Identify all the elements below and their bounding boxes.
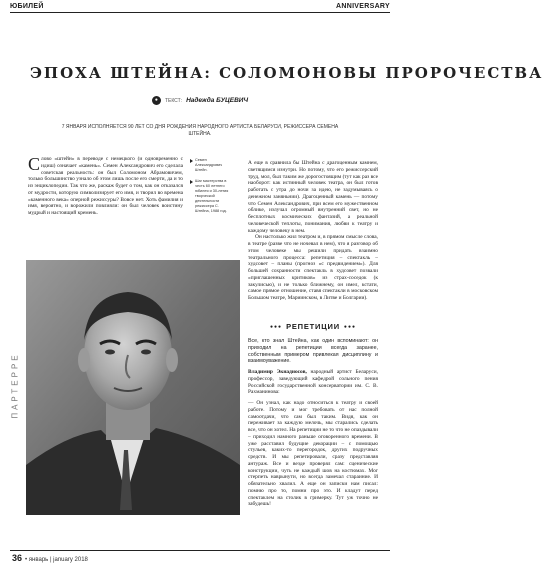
caption-2 bbox=[190, 179, 230, 214]
section-heading-text: РЕПЕТИЦИИ bbox=[286, 322, 340, 331]
caption-pointer-icon bbox=[190, 180, 193, 184]
header-rule bbox=[10, 12, 390, 13]
caption-1-text: Семен Александрович Штейн. bbox=[195, 158, 223, 172]
caption-pointer-icon bbox=[190, 159, 193, 163]
footer-rule bbox=[10, 550, 390, 551]
right-paragraph-1: А еще в сравнила бы Штейна с драгоценным камнем, светящимся изнутри. Но потому, что его режиссерский труд, мол, был таким же дорогостоящим (тут как раз все наоборот: как истинный человек театра, он был готов работать с утра до ночи за идею, не задумываясь о денежном заняньнии). Драгоценный камень — потому что Семен Александрович, при всем его мужественном облике, излучал огромный внутренний свет, но не бесплотных космических фантазий, а реальной человеческой теплоты, понимания, любви к театру и каждому человеку в нем. bbox=[248, 160, 378, 234]
heading-dots-right: ●●● bbox=[343, 323, 356, 330]
right-column-bottom bbox=[248, 338, 378, 508]
camera-icon: ● bbox=[152, 96, 161, 105]
author-name: Надежда БУЦЕВИЧ bbox=[186, 97, 249, 104]
right-paragraph-2: Он настолько жил театром и, в прямом смысле слова, в театре (разве что не ночевал в нем), что я разговор об этом человеке мы решили придать взаимно театрального процесса: репетиция – спектакль – худсовет – планы (прогноз «с предвидением»). Для большей сохранности спектакль в худсовет позвали «приглашенных критиков» из страх-соседок (к закулисью), и не только ближнему, он имел, кстати, самое прямое отношение, ставя спектакли в московском Большом театре, Мариинском, в Литве и Болгарии). bbox=[248, 234, 378, 301]
heading-dots-left: ●●● bbox=[270, 323, 283, 330]
page-number: 36 bbox=[12, 553, 23, 563]
quote-text: — Он узнал, как надо относиться к театру и своей работе. Потому и мог требовать от нас полной самоотдачи, что сам был таким. Видя, как он переживает за каждую мелочь, мы старались сделать все, что он хотел. На репетиции не то что не опаздывали – приходил намного раньше оговоренного времени. В уже расставил будущие декорации – с помощью стульев, каких-то перегородок, других подручных средств. И мы репетировали, сразу представляя антураж. Все и везде проверял сам: сценические конструкции, чуть не каждый шов на костюмах. Мог стерпеть наврынути, но всегда замечал стараиние. И обязательно хвалил. А еще он записки нам писал: помню про то, помни про это. И кладут перед спектаклем на столик в гримерку. Тут уж точно не забудешь! bbox=[248, 400, 378, 508]
quote-speaker-bio: народный артист Беларуси, профессор, заведующий кафедрой сольного пения Российской государственной консерватории им. С. В. Рахманинова: bbox=[248, 369, 378, 396]
side-section-text: ПАРТЕРРЕ bbox=[10, 351, 20, 419]
portrait-illustration bbox=[26, 260, 240, 515]
rubric-right: ANNIVERSARY bbox=[336, 3, 390, 10]
rubric-left: ЮБИЛЕЙ bbox=[10, 3, 44, 10]
quote-attribution bbox=[248, 369, 378, 396]
right-column-top bbox=[248, 160, 378, 302]
article-lead: 7 ЯНВАРЯ ИСПОЛНЯЕТСЯ 90 ЛЕТ СО ДНЯ РОЖДЕНИЯ НАРОДНОГО АРТИСТА БЕЛАРУСИ, РЕЖИССЕРА СЕМЕНА ШТЕЙНА. bbox=[61, 124, 339, 137]
caption-1 bbox=[190, 158, 230, 173]
page-header bbox=[0, 0, 400, 14]
side-section-label bbox=[9, 300, 21, 470]
issue-date-text: январь | january 2018 bbox=[28, 557, 88, 563]
intro-column bbox=[28, 156, 183, 217]
page-footer bbox=[12, 553, 88, 563]
author-label: ТЕКСТ: bbox=[164, 97, 183, 104]
photo-captions bbox=[190, 158, 230, 220]
article-title: ЭПОХА ШТЕЙНА: СОЛОМОНОВЫ ПРОРОЧЕСТВА bbox=[30, 64, 543, 82]
repetitions-intro: Все, кто знал Штейна, как один вспоминают: он приходил на репетиции всегда заранее, собственным примером привлекая дисциплину и взаимоуважение. bbox=[248, 338, 378, 365]
quote-speaker: Владимир Экнадиосов, bbox=[248, 369, 307, 375]
portrait-photo bbox=[26, 260, 240, 515]
issue-date: • январь | january 2018 bbox=[25, 557, 88, 563]
caption-2-text: Шаг мастерства в честь 60 летнего юбилея и 30-летия творческой деятельности режиссера С. Штейна, 1988 год. bbox=[195, 179, 229, 213]
section-heading-repetitions bbox=[248, 322, 378, 331]
intro-text: лово «штейн» в переводе с немецкого (и одновременно с идиш) означает «камень». Семен Александрович его сделала советская реальность: он был Соломоном Абрамовичем, только большинство узнало об этом лишь после его смерти, да и то из энциклопедии. Так что же, раскаж будет о том, как он отказался от мудрости, которую символизирует его имя, и творил во времена «каменного века» оперной режиссуры? Вовсе нет. Хоть фамилия и имя, вероятно, и ворожили повлияли: он был человек воистину мудрый и настоящий кремень. bbox=[28, 156, 183, 216]
intro-paragraph bbox=[28, 156, 183, 217]
drop-cap: С bbox=[28, 154, 41, 174]
author-line bbox=[0, 96, 400, 105]
